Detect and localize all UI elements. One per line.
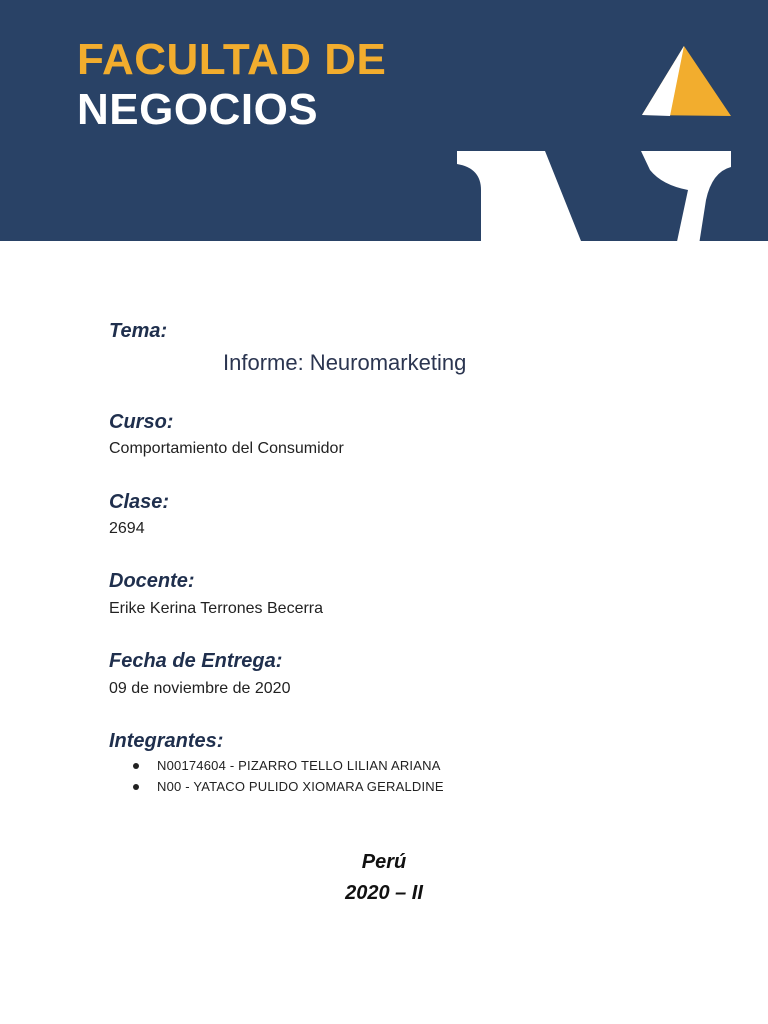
curso-value: Comportamiento del Consumidor — [109, 440, 344, 457]
bullet-icon — [133, 784, 139, 790]
docente-value: Erike Kerina Terrones Becerra — [109, 600, 324, 617]
bullet-icon — [133, 763, 139, 769]
list-item — [130, 779, 444, 800]
members-list — [130, 758, 444, 800]
faculty-title-line2: NEGOCIOS — [77, 85, 319, 134]
fecha-label: Fecha de Entrega: — [109, 650, 283, 672]
clase-value: 2694 — [109, 520, 145, 537]
country: Perú — [361, 851, 407, 873]
tema-value: Informe: Neuromarketing — [223, 350, 467, 375]
docente-label: Docente: — [109, 570, 195, 592]
integrantes-label: Integrantes: — [109, 730, 224, 752]
faculty-title-line1: FACULTAD DE — [77, 35, 387, 84]
clase-label: Clase: — [109, 491, 170, 513]
header-banner — [0, 0, 768, 241]
academic-period: 2020 – II — [345, 882, 423, 904]
fecha-value: 09 de noviembre de 2020 — [109, 680, 291, 697]
list-item — [130, 758, 444, 779]
member-name: N00174604 - PIZARRO TELLO LILIAN ARIANA — [157, 758, 441, 773]
logo-letter-n — [457, 151, 581, 241]
curso-label: Curso: — [109, 411, 174, 433]
logo-letter-n-right — [641, 151, 731, 241]
member-name: N00 - YATACO PULIDO XIOMARA GERALDINE — [157, 779, 444, 794]
tema-label: Tema: — [109, 320, 168, 342]
university-logo-icon — [440, 40, 740, 241]
